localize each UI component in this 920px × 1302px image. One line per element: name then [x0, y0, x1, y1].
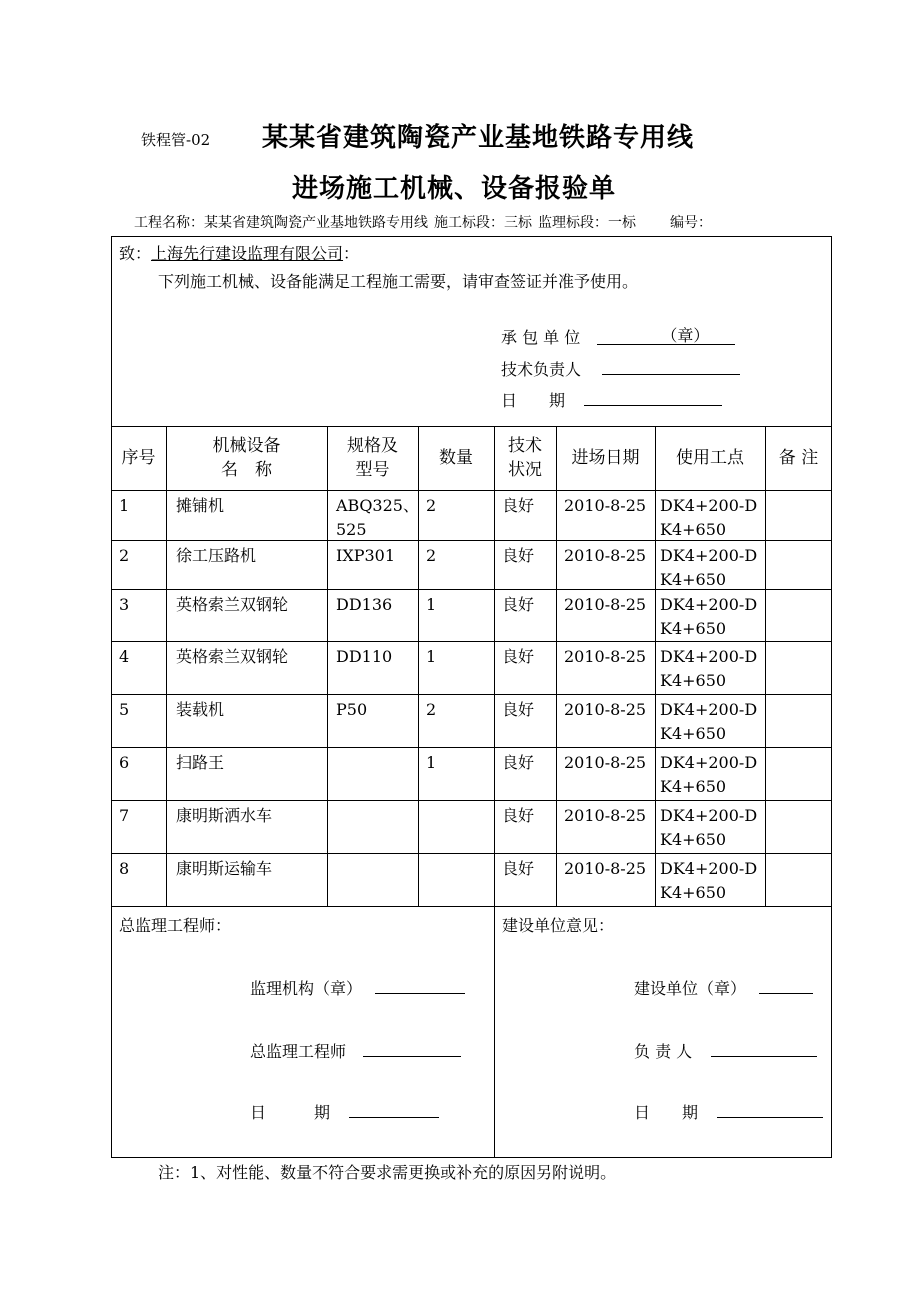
owner-date-label: 日 期	[634, 1103, 699, 1122]
cell-qty: 1	[426, 595, 437, 614]
cell-site: DK4+200-D	[660, 546, 758, 565]
cell-status: 良好	[502, 595, 535, 614]
header-date: 进场日期	[571, 448, 640, 468]
column-divider	[556, 426, 557, 906]
cell-date: 2010-8-25	[564, 595, 647, 614]
owner-person-label: 负 责 人	[634, 1042, 693, 1061]
cell-spec: DD110	[336, 647, 393, 666]
supervisor-org-label: 监理机构（章）	[250, 979, 363, 998]
owner-person-field[interactable]	[711, 1040, 817, 1057]
supervisor-date-label: 日 期	[250, 1103, 331, 1122]
divider-row	[111, 694, 832, 695]
cell-spec: IXP301	[336, 546, 396, 565]
cell-qty: 2	[426, 496, 437, 515]
cell-site: K4+650	[660, 830, 727, 849]
contractor-date-field[interactable]	[584, 389, 722, 406]
cell-date: 2010-8-25	[564, 753, 647, 772]
cell-no: 4	[119, 647, 130, 666]
divider-row	[111, 747, 832, 748]
cell-qty: 1	[426, 753, 437, 772]
divider-signature	[111, 906, 832, 907]
cell-site: DK4+200-D	[660, 700, 758, 719]
project-info	[134, 212, 718, 232]
cell-name: 摊铺机	[176, 496, 225, 515]
cell-site: K4+650	[660, 570, 727, 589]
supervisor-engineer-row	[250, 1040, 461, 1062]
column-divider	[327, 426, 328, 906]
cell-name: 康明斯洒水车	[176, 806, 273, 825]
column-divider	[166, 426, 167, 906]
header-qty: 数量	[439, 448, 473, 468]
cell-qty: 2	[426, 546, 437, 565]
cell-date: 2010-8-25	[564, 647, 647, 666]
contractor-unit-row	[501, 328, 735, 348]
construction-section: 施工标段：三标	[434, 215, 532, 231]
divider-row	[111, 641, 832, 642]
cell-site: DK4+200-D	[660, 859, 758, 878]
cell-name: 徐工压路机	[176, 546, 257, 565]
column-divider	[494, 426, 495, 1158]
cell-name: 英格索兰双钢轮	[176, 647, 289, 666]
divider-row	[111, 853, 832, 854]
cell-site: K4+650	[660, 724, 727, 743]
cell-site: K4+650	[660, 619, 727, 638]
cell-no: 5	[119, 700, 130, 719]
cell-spec: P50	[336, 700, 368, 719]
cell-name: 扫路王	[176, 753, 225, 772]
form-title-line1: 某某省建筑陶瓷产业基地铁路专用线	[262, 123, 695, 153]
cell-status: 良好	[502, 753, 535, 772]
contractor-tech-row	[501, 358, 740, 380]
address-prefix: 致：	[119, 244, 152, 263]
document-number-label: 编号：	[670, 215, 712, 231]
owner-unit-row	[634, 977, 813, 999]
owner-date-field[interactable]	[717, 1101, 823, 1118]
header-name: 机械设备 名 称	[212, 436, 281, 480]
cell-site: DK4+200-D	[660, 595, 758, 614]
supervisor-org-row	[250, 977, 465, 999]
chief-engineer-field[interactable]	[363, 1040, 461, 1057]
cell-no: 7	[119, 806, 130, 825]
owner-date-row	[634, 1101, 823, 1123]
cell-no: 1	[119, 496, 130, 515]
cell-name: 康明斯运输车	[176, 859, 273, 878]
header-status: 技术 状况	[508, 436, 542, 480]
cell-date: 2010-8-25	[564, 859, 647, 878]
cell-status: 良好	[502, 806, 535, 825]
owner-unit-field[interactable]	[759, 977, 813, 994]
header-remark: 备 注	[778, 448, 819, 468]
address-body: 下列施工机械、设备能满足工程施工需要，请审查签证并准予使用。	[158, 272, 639, 291]
cell-site: DK4+200-D	[660, 753, 758, 772]
column-divider	[655, 426, 656, 906]
address-line: 致：上海先行建设监理有限公司：	[119, 244, 360, 263]
seal-label: （章）	[661, 326, 710, 345]
column-divider	[765, 426, 766, 906]
header-no: 序号	[121, 448, 156, 468]
cell-status: 良好	[502, 496, 535, 515]
divider-row	[111, 800, 832, 801]
cell-no: 2	[119, 546, 130, 565]
tech-lead-field[interactable]	[602, 358, 740, 375]
chief-engineer-label: 总监理工程师	[250, 1042, 347, 1061]
supervisor-heading: 总监理工程师：	[119, 916, 232, 935]
cell-site: DK4+200-D	[660, 496, 758, 515]
form-title-line2: 进场施工机械、设备报验单	[292, 174, 617, 204]
contractor-date-row	[501, 389, 722, 411]
cell-qty: 1	[426, 647, 437, 666]
cell-date: 2010-8-25	[564, 496, 647, 515]
cell-spec: ABQ325、	[336, 496, 419, 515]
cell-status: 良好	[502, 546, 535, 565]
cell-site: K4+650	[660, 520, 727, 539]
cell-status: 良好	[502, 700, 535, 719]
cell-site: K4+650	[660, 883, 727, 902]
cell-site: K4+650	[660, 671, 727, 690]
cell-qty: 2	[426, 700, 437, 719]
cell-date: 2010-8-25	[564, 806, 647, 825]
cell-date: 2010-8-25	[564, 700, 647, 719]
owner-person-row	[634, 1040, 817, 1062]
divider-header	[111, 490, 832, 491]
supervisor-date-row	[250, 1101, 439, 1123]
header-site: 使用工点	[676, 448, 744, 468]
cell-date: 2010-8-25	[564, 546, 647, 565]
cell-site: DK4+200-D	[660, 806, 758, 825]
form-code: 铁程管-02	[141, 131, 211, 149]
cell-spec: DD136	[336, 595, 393, 614]
owner-unit-label: 建设单位（章）	[634, 979, 747, 998]
cell-name: 装载机	[176, 700, 225, 719]
cell-no: 8	[119, 859, 130, 878]
cell-status: 良好	[502, 859, 535, 878]
contractor-unit-label: 承 包 单 位	[501, 328, 581, 347]
owner-heading: 建设单位意见：	[502, 916, 615, 935]
cell-no: 6	[119, 753, 130, 772]
contractor-date-label: 日 期	[501, 391, 566, 410]
cell-name: 英格索兰双钢轮	[176, 595, 289, 614]
contractor-unit-field[interactable]	[597, 328, 735, 345]
recipient-name: 上海先行建设监理有限公司	[151, 244, 344, 263]
footnote: 注：1、对性能、数量不符合要求需更换或补充的原因另附说明。	[158, 1163, 617, 1182]
header-spec: 规格及 型号	[347, 436, 398, 480]
cell-site: DK4+200-D	[660, 647, 758, 666]
cell-spec: 525	[336, 520, 367, 539]
supervisor-date-field[interactable]	[349, 1101, 439, 1118]
tech-lead-label: 技术负责人	[501, 360, 582, 379]
supervision-section: 监理标段：一标	[538, 215, 636, 231]
supervisor-org-field[interactable]	[375, 977, 465, 994]
cell-status: 良好	[502, 647, 535, 666]
project-name: 工程名称：某某省建筑陶瓷产业基地铁路专用线	[134, 215, 428, 231]
cell-site: K4+650	[660, 777, 727, 796]
cell-no: 3	[119, 595, 130, 614]
divider-address	[111, 426, 832, 427]
